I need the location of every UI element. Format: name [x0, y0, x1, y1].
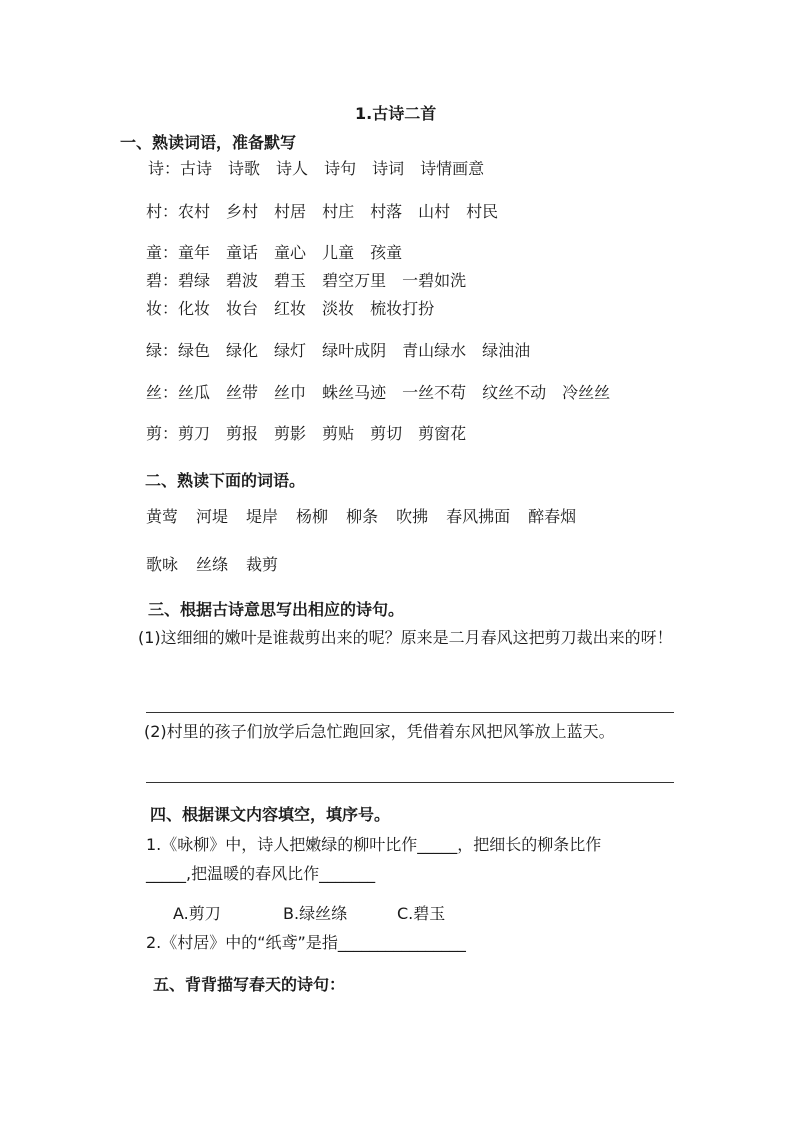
word-item: 一碧如洗 — [402, 271, 467, 290]
word-item: 裁剪 — [246, 555, 279, 574]
word-item: 村落 — [370, 202, 403, 221]
question-4-1-line-1: 1.《咏柳》中，诗人把嫩绿的柳叶比作_____，把细长的柳条比作 — [146, 835, 602, 854]
word-item: 农村 — [178, 202, 211, 221]
word-item: 丝瓜 — [178, 383, 211, 402]
section-3-heading: 三、根据古诗意思写出相应的诗句。 — [148, 600, 405, 619]
word-item: 剪贴 — [322, 424, 355, 443]
word-item: 儿童 — [322, 243, 355, 262]
word-item: 剪刀 — [178, 424, 211, 443]
word-item: 纹丝不动 — [482, 383, 547, 402]
answer-line-3-2[interactable] — [146, 782, 674, 783]
word-item: 绿油油 — [482, 341, 531, 360]
word-row-label: 碧： — [146, 271, 179, 290]
word-item: 一丝不苟 — [402, 383, 467, 402]
word-item: 黄莺 — [146, 507, 179, 526]
word-row-label: 童： — [146, 243, 179, 262]
word-item: 剪切 — [370, 424, 403, 443]
section-2-words-row-1 — [146, 504, 594, 527]
word-item: 诗歌 — [228, 159, 261, 178]
word-item: 柳条 — [346, 507, 379, 526]
word-item: 童心 — [274, 243, 307, 262]
word-item: 绿色 — [178, 341, 211, 360]
word-item: 化妆 — [178, 299, 211, 318]
option-a: A.剪刀 — [173, 904, 221, 923]
word-row-label: 绿： — [146, 341, 179, 360]
word-item: 春风拂面 — [446, 507, 511, 526]
word-item: 乡村 — [226, 202, 259, 221]
option-b: B.绿丝绦 — [283, 904, 348, 923]
word-item: 绿叶成阴 — [322, 341, 387, 360]
word-item: 剪影 — [274, 424, 307, 443]
word-item: 丝带 — [226, 383, 259, 402]
word-item: 河堤 — [196, 507, 229, 526]
word-item: 歌咏 — [146, 555, 179, 574]
word-item: 梳妆打扮 — [370, 299, 435, 318]
word-item: 丝巾 — [274, 383, 307, 402]
word-item: 碧绿 — [178, 271, 211, 290]
word-row — [146, 240, 418, 263]
word-row-label: 诗： — [148, 159, 181, 178]
word-row — [146, 421, 482, 444]
word-item: 童话 — [226, 243, 259, 262]
word-item: 吹拂 — [396, 507, 429, 526]
section-4-heading: 四、根据课文内容填空，填序号。 — [150, 805, 391, 824]
word-row-label: 剪： — [146, 424, 179, 443]
section-5-heading: 五、背背描写春天的诗句： — [153, 975, 346, 994]
page-title: 1.古诗二首 — [355, 104, 437, 123]
question-3-2: (2)村里的孩子们放学后急忙跑回家，凭借着东风把风筝放上蓝天。 — [144, 722, 615, 741]
word-row — [146, 268, 482, 291]
word-item: 剪报 — [226, 424, 259, 443]
word-item: 诗句 — [324, 159, 357, 178]
question-4-1-line-2: _____,把温暖的春风比作_______ — [146, 864, 376, 883]
word-item: 绿化 — [226, 341, 259, 360]
question-3-1: (1)这细细的嫩叶是谁裁剪出来的呢？原来是二月春风这把剪刀裁出来的呀！ — [138, 628, 673, 647]
word-item: 丝绦 — [196, 555, 229, 574]
word-row-label: 丝： — [146, 383, 179, 402]
word-item: 孩童 — [370, 243, 403, 262]
word-item: 诗情画意 — [420, 159, 485, 178]
word-item: 诗词 — [372, 159, 405, 178]
word-row — [148, 156, 500, 179]
answer-line-3-1[interactable] — [146, 712, 674, 713]
section-2-heading: 二、熟读下面的词语。 — [145, 471, 306, 490]
word-row — [146, 199, 514, 222]
section-2-words-row-2 — [146, 552, 296, 575]
word-item: 古诗 — [180, 159, 213, 178]
word-item: 绿灯 — [274, 341, 307, 360]
word-row — [146, 296, 450, 319]
word-item: 妆台 — [226, 299, 259, 318]
word-row — [146, 380, 626, 403]
option-c: C.碧玉 — [397, 904, 446, 923]
word-item: 碧波 — [226, 271, 259, 290]
word-item: 蛛丝马迹 — [322, 383, 387, 402]
word-item: 诗人 — [276, 159, 309, 178]
word-row-label: 村： — [146, 202, 179, 221]
word-item: 红妆 — [274, 299, 307, 318]
word-item: 杨柳 — [296, 507, 329, 526]
word-item: 冷丝丝 — [562, 383, 611, 402]
word-item: 醉春烟 — [528, 507, 577, 526]
word-item: 村民 — [466, 202, 499, 221]
word-item: 村居 — [274, 202, 307, 221]
word-item: 淡妆 — [322, 299, 355, 318]
word-item: 童年 — [178, 243, 211, 262]
word-item: 剪窗花 — [418, 424, 467, 443]
word-item: 碧空万里 — [322, 271, 387, 290]
word-item: 堤岸 — [246, 507, 279, 526]
word-item: 青山绿水 — [402, 341, 467, 360]
word-item: 村庄 — [322, 202, 355, 221]
section-1-heading: 一、熟读词语，准备默写 — [120, 133, 297, 152]
question-4-2: 2.《村居》中的“纸鸢”是指________________ — [146, 933, 466, 952]
word-row-label: 妆： — [146, 299, 179, 318]
word-item: 碧玉 — [274, 271, 307, 290]
word-row — [146, 338, 546, 361]
word-item: 山村 — [418, 202, 451, 221]
